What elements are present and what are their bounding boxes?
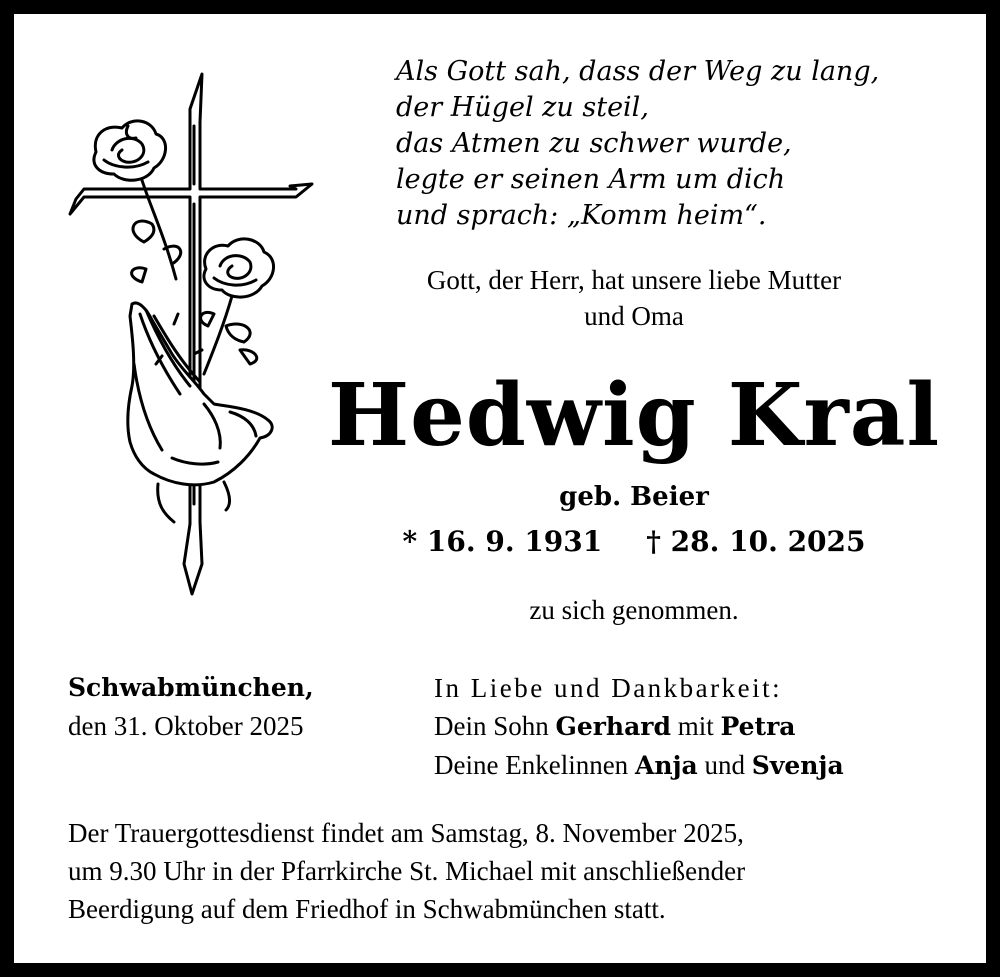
mourner-relation: Deine Enkelinnen	[434, 750, 629, 780]
mourner-name: Gerhard	[555, 712, 671, 741]
mourners	[434, 669, 994, 785]
intro-line: Gott, der Herr, hat unsere liebe Mutter	[426, 265, 842, 295]
mourner-line-grandchildren	[434, 746, 994, 785]
life-dates	[344, 524, 924, 560]
mourner-name: Petra	[720, 712, 796, 741]
mourner-relation: Dein Sohn	[434, 711, 549, 741]
closing-text: zu sich genommen.	[529, 595, 739, 625]
poem-line: legte er seinen Arm um dich	[396, 164, 786, 195]
city: Schwabmünchen,	[68, 673, 314, 702]
poem-line: und sprach: „Komm heim“.	[396, 200, 767, 231]
cross-with-roses-and-praying-hands-icon	[54, 64, 314, 609]
mourner-joiner: und	[704, 750, 746, 780]
mourner-name: Svenja	[751, 751, 844, 780]
service-line: Beerdigung auf dem Friedhof in Schwabmünchen statt.	[68, 894, 666, 924]
poem-line: das Atmen zu schwer wurde,	[396, 128, 792, 159]
mourner-name: Anja	[634, 751, 698, 780]
death-date: † 28. 10. 2025	[646, 525, 866, 558]
intro-line: und Oma	[584, 301, 684, 331]
poem-line: Als Gott sah, dass der Weg zu lang,	[396, 56, 880, 87]
deceased-name: Hedwig Kral	[327, 365, 941, 466]
mourners-headline: In Liebe und Dankbarkeit:	[434, 673, 783, 703]
service-line: um 9.30 Uhr in der Pfarrkirche St. Michael mit anschließender	[68, 856, 746, 886]
mourner-joiner: mit	[677, 711, 714, 741]
mourner-line-son	[434, 707, 994, 746]
birth-date: * 16. 9. 1931	[402, 525, 603, 558]
place-and-date	[68, 669, 398, 745]
birth-name: geb. Beier	[559, 482, 709, 512]
poem	[396, 54, 956, 234]
poem-line: der Hügel zu steil,	[396, 92, 649, 123]
intro-text	[344, 262, 924, 334]
service-line: Der Trauergottesdienst findet am Samstag, 8. November 2025,	[68, 818, 744, 848]
notice-date: den 31. Oktober 2025	[68, 711, 304, 741]
funeral-service-info	[68, 814, 968, 928]
